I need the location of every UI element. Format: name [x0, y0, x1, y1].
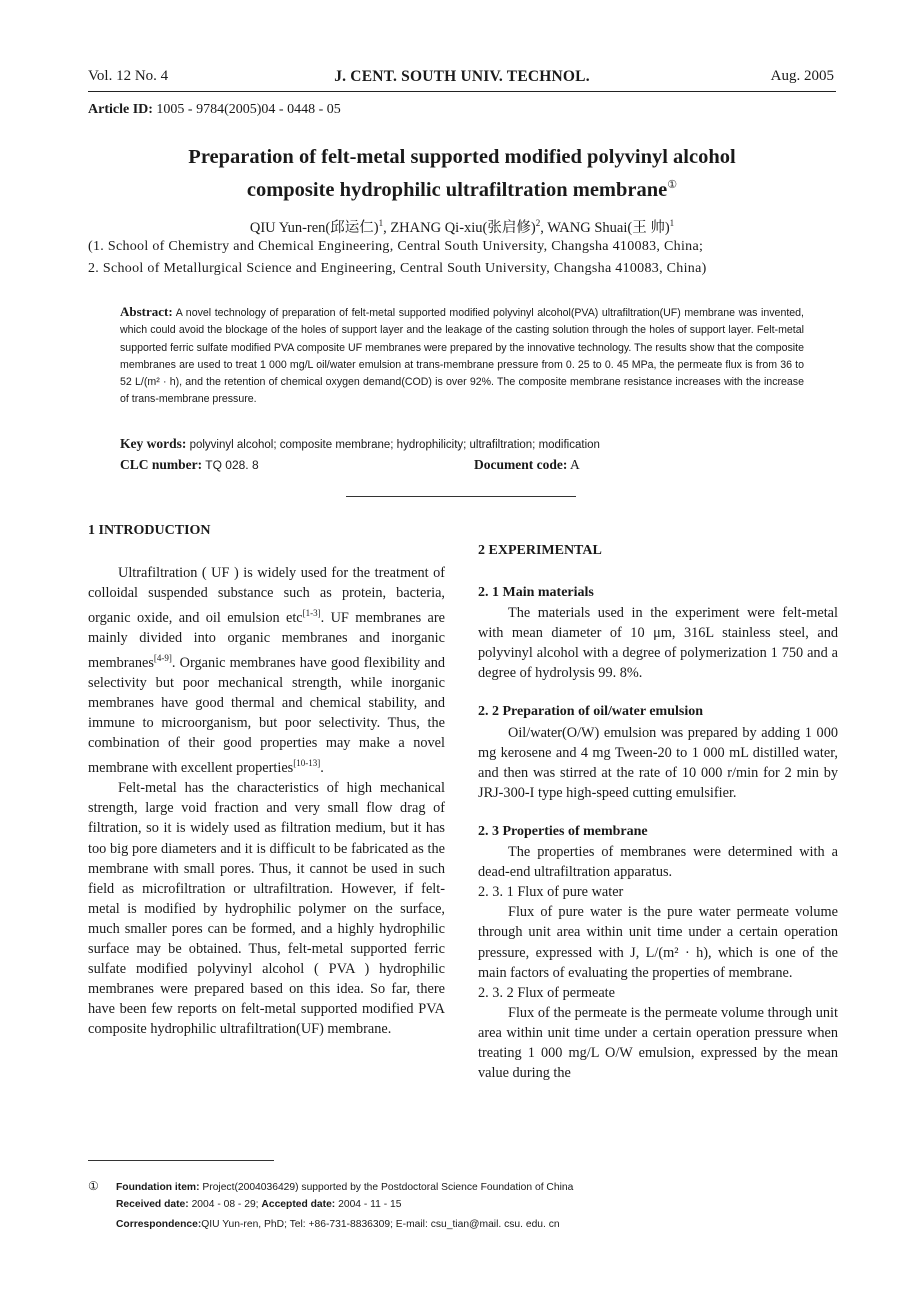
title-line-1: Preparation of felt-metal supported modified polyvinyl alcohol	[188, 146, 736, 168]
abstract-separator	[346, 496, 576, 497]
citation: [10-13]	[293, 758, 321, 769]
correspondence-label: Correspondence:	[116, 1219, 202, 1230]
author-2: ZHANG Qi-xiu(张启修)	[390, 220, 536, 236]
keywords	[120, 436, 600, 452]
clc-number	[120, 457, 259, 473]
clc-label: CLC number:	[120, 457, 203, 472]
affiliation-2: 2. School of Metallurgical Science and Engineering, Central South University, Changsha 410083, China)	[88, 261, 707, 276]
running-header-volume: Vol. 12 No. 4	[88, 68, 169, 84]
section-2-1-heading: 2. 1 Main materials	[478, 585, 594, 600]
affiliation-1: (1. School of Chemistry and Chemical Engineering, Central South University, Changsha 410083, China;	[88, 239, 704, 254]
article-id	[88, 102, 341, 118]
author-2-affil: 2	[535, 218, 541, 229]
section-2-3-1-text: Flux of pure water is the pure water permeate volume through unit area within unit time under a certain operation pressure, expressed with J, L/(m² · h), which is one of the main factors of evaluating the properties of membrane.	[478, 904, 838, 981]
doc-code-value: A	[570, 457, 580, 472]
author-3-affil: 1	[669, 218, 675, 229]
author-1: QIU Yun-ren(邱运仁)	[249, 220, 379, 236]
doc-code-label: Document code:	[474, 457, 568, 472]
section-2-heading: 2 EXPERIMENTAL	[478, 543, 602, 558]
right-column	[478, 583, 838, 1083]
footnote-rule	[88, 1160, 274, 1161]
author-3: WANG Shuai(王 帅)	[547, 220, 670, 236]
section-2-3-heading: 2. 3 Properties of membrane	[478, 823, 648, 839]
left-column	[88, 563, 445, 1039]
section-2-3-text: The properties of membranes were determined with a dead-end ultrafiltration apparatus.	[478, 844, 838, 881]
article-id-value: 1005 - 9784(2005)04 - 0448 - 05	[156, 102, 341, 117]
keywords-label: Key words:	[120, 436, 187, 451]
accepted-value: 2004 - 11 - 15	[338, 1199, 402, 1210]
intro-paragraph-2: Felt-metal has the characteristics of high mechanical strength, large void fraction and very small flow drag of filtration, so it is widely used as filtration medium, but it has too big pore diameters and it is difficult to be fabricated as the membrane with small pores. Thus, it cannot be used in such field as microfiltration or ultrafiltration. However, if felt-metal is modified by hydrophilic polymer on the surface, much smaller pores can be formed, and a highly hydrophilic surface may be obtained. Thus, felt-metal supported ferric sulfate modified polyvinyl alcohol ( PVA ) hydrophilic membranes were prepared based on this idea. So far, there have been few reports on felt-metal supported modified PVA composite hydrophilic ultrafiltration(UF) membrane.	[88, 780, 445, 1038]
abstract-text: A novel technology of preparation of felt-metal supported modified polyvinyl alcohol(PVA) ultrafiltration(UF) membrane was invented, which could avoid the blockage of the holes of support layer and the leakage of the casting solution through the holes of support layer. Felt-metal supported ferric sulfate modified PVA composite UF membranes were prepared by the innovative technology. The results show that the composite membranes are used to treat 1 000 mg/L oil/water emulsion at trans-membrane pressure from 0. 25 to 0. 45 MPa, the permeate flux is from 36 to 52 L/(m² · h), and the retention of chemical oxygen demand(COD) is over 92%. The composite membrane resistance increases with the increase of trans-membrane pressure.	[120, 307, 805, 406]
title-footnote-mark: ①	[667, 179, 678, 191]
section-2-3-1-heading: 2. 3. 1 Flux of pure water	[478, 884, 624, 901]
author-1-affil: 1	[378, 218, 384, 229]
citation: [1-3]	[302, 608, 321, 619]
running-header-journal: J. CENT. SOUTH UNIV. TECHNOL.	[334, 68, 590, 85]
section-2-2-heading: 2. 2 Preparation of oil/water emulsion	[478, 704, 704, 720]
keywords-text: polyvinyl alcohol; composite membrane; hydrophilicity; ultrafiltration; modification	[189, 439, 600, 451]
foundation-label: Foundation item:	[116, 1182, 200, 1193]
paper-title	[0, 143, 924, 204]
document-code	[474, 457, 580, 473]
accepted-label: Accepted date:	[261, 1199, 336, 1210]
running-header-date: Aug. 2005	[770, 68, 834, 84]
foundation-text: Project(2004036429) supported by the Postdoctoral Science Foundation of China	[202, 1182, 574, 1193]
received-value: 2004 - 08 - 29;	[191, 1199, 259, 1210]
abstract-label: Abstract:	[120, 304, 173, 319]
received-label: Received date:	[116, 1199, 189, 1210]
section-1-heading: 1 INTRODUCTION	[88, 523, 211, 538]
abstract	[120, 303, 804, 409]
section-2-2-text: Oil/water(O/W) emulsion was prepared by adding 1 000 mg kerosene and 4 mg Tween-20 to 1 000 mL distilled water, and then was stirred at the rate of 10 000 r/min for 2 min by JRJ-300-I type high-speed cutting emulsifier.	[478, 724, 838, 801]
article-id-label: Article ID:	[88, 102, 153, 117]
section-2-3-2-text: Flux of the permeate is the permeate volume through unit area within unit time under a certain operation pressure when treating 1 000 mg/L O/W emulsion, expressed by the mean value during the	[478, 1004, 838, 1082]
header-rule	[88, 91, 836, 92]
footnote-foundation	[88, 1179, 573, 1194]
intro-paragraph-1: Ultrafiltration ( UF ) is widely used for the treatment of colloidal suspended substance such as protein, bacteria, organic oxide, and oil emulsion etc[1-3]. UF membranes are mainly divided into organic membranes and inorganic membranes[4-9]. Organic membranes have good flexibility and selectivity but poor mechanical strength, while inorganic membranes have good thermal and chemical stability, and immune to microorganism, but poor selectivity. Thus, the combination of their good properties may make a novel membrane with excellent properties[10-13].	[88, 565, 445, 777]
footnote-mark: ①	[88, 1179, 99, 1193]
section-2-1-text: The materials used in the experiment were felt-metal with mean diameter of 10 μm, 316L stainless steel, and polyvinyl alcohol with a degree of polymerization 1 750 and a degree of hydrolysis 99. 8%.	[478, 605, 838, 682]
correspondence-text: QIU Yun-ren, PhD; Tel: +86-731-8836309; E-mail: csu_tian@mail. csu. edu. cn	[201, 1219, 560, 1230]
title-line-2: composite hydrophilic ultrafiltration membrane	[246, 178, 668, 201]
footnote-dates	[88, 1199, 401, 1210]
author-list: QIU Yun-ren(邱运仁)$^1$, ZHANG Qi-xiu(张启修)$^2$, WANG Shuai(王 帅)$^1$	[249, 218, 675, 236]
section-2-3-2-heading: 2. 3. 2 Flux of permeate	[478, 984, 615, 1001]
footnote-correspondence	[88, 1219, 560, 1230]
clc-value: TQ 028. 8	[205, 458, 259, 472]
citation: [4-9]	[153, 653, 172, 664]
